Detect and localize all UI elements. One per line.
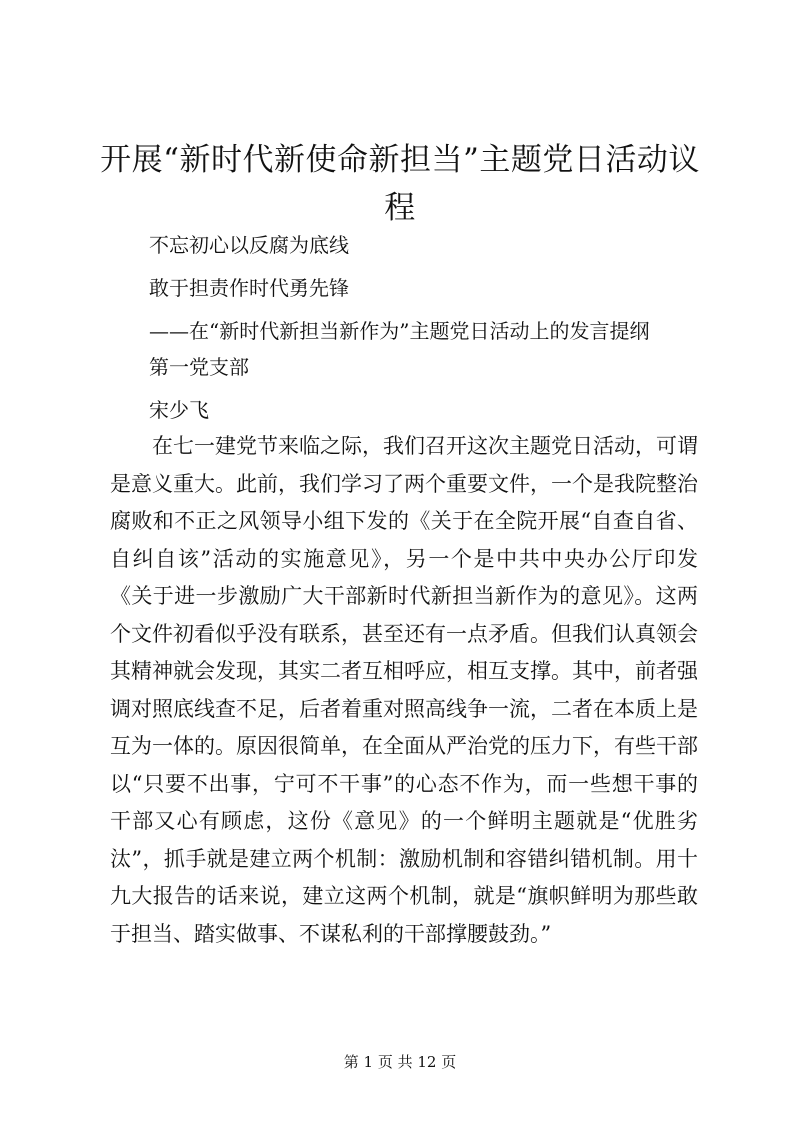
subtitle-line-1: 不忘初心以反腐为底线	[149, 233, 349, 257]
branch-name: 第一党支部	[149, 355, 249, 379]
subtitle-line-2: 敢于担责作时代勇先锋	[149, 276, 349, 300]
author-name: 宋少飞	[149, 398, 209, 422]
body-paragraph: 在七一建党节来临之际，我们召开这次主题党日活动，可谓是意义重大。此前，我们学习了两个重要文件，一个是我院整治腐败和不正之风领导小组下发的《关于在全院开展“自查自省、自纠自该”活动的实施意见》，另一个是中共中央办公厅印发《关于进一步激励广大干部新时代新担当新作为的意见》。这两个文件初看似乎没有联系，甚至还有一点矛盾。但我们认真领会其精神就会发现，其实二者互相呼应，相互支撑。其中，前者强调对照底线查不足，后者着重对照高线争一流，二者在本质上是互为一体的。原因很简单，在全面从严治党的压力下，有些干部以“只要不出事，宁可不干事”的心态不作为，而一些想干事的干部又心有顾虑，这份《意见》的一个鲜明主题就是“优胜劣汰”，抓手就是建立两个机制：激励机制和容错纠错机制。用十九大报告的话来说，建立这两个机制，就是“旗帜鲜明为那些敢于担当、踏实做事、不谋私利的干部撑腰鼓劲。”	[110, 434, 698, 946]
document-title: 开展“新时代新使命新担当”主题党日活动议程	[100, 142, 700, 226]
speech-outline-note: ——在“新时代新担当新作为”主题党日活动上的发言提纲	[149, 319, 650, 343]
page-indicator: 第 1 页 共 12 页	[343, 1053, 457, 1071]
